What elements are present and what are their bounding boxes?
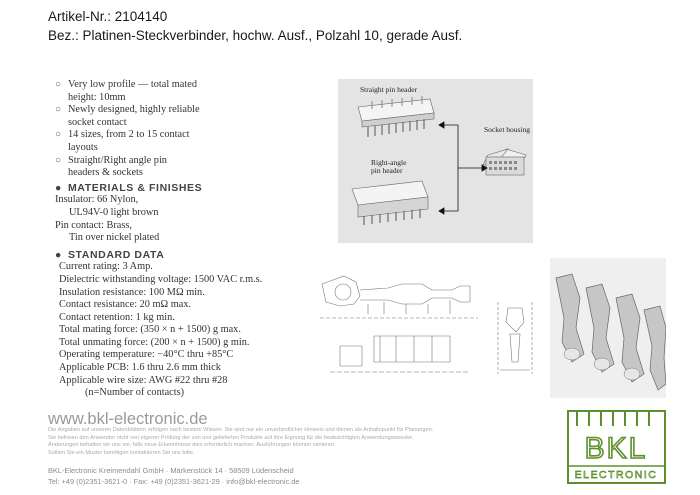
bkl-logo — [567, 410, 666, 484]
socket-housing-label: Socket housing — [484, 125, 531, 134]
disclaimer-line: Änderungen behalten wir uns vor, falls neue Erkenntnisse dies erforderlich machen. Ausführungen können variieren. — [48, 442, 336, 448]
feature-list — [55, 79, 290, 180]
spec-text-block — [55, 79, 290, 400]
company-contact[interactable]: Tel: +49 (0)2351-3621-0 · Fax: +49 (0)2351-3621-29 · info@bkl-electronic.de — [48, 477, 300, 486]
crimp-contacts-photo — [550, 258, 666, 398]
standard-data-line: Contact retention: 1 kg min. — [59, 311, 175, 323]
feature-item — [55, 79, 290, 104]
standard-data-line: Total unmating force: (200 × n + 1500) g min. — [59, 336, 250, 348]
straight-pin-header-image — [358, 96, 434, 137]
circle-bullet-icon: ○ — [55, 154, 62, 166]
connector-photo — [338, 79, 533, 243]
material-line: Tin over nickel plated — [69, 232, 160, 244]
material-line: Insulator: 66 Nylon, — [55, 194, 139, 206]
circle-bullet-icon: ○ — [55, 104, 62, 116]
standard-data-list — [55, 261, 290, 400]
standard-data-line: Applicable wire size: AWG #22 thru #28 — [59, 374, 228, 386]
feature-item — [55, 129, 290, 154]
material-line: UL94V-0 light brown — [69, 206, 159, 218]
standard-data-line: Current rating: 3 Amp. — [59, 261, 153, 273]
article-number: Artikel-Nr.: 2104140 — [48, 9, 168, 24]
standard-data-line: Insulation resistance: 100 MΩ min. — [59, 286, 205, 298]
disclaimer-line: Sie befreien den Anwender nicht von eigener Prüfung der von uns gelieferten Produkte auf ihre Eignung für die beabsichtigten Anwendungszwecke. — [48, 434, 414, 441]
feature-line: height: 10mm — [68, 91, 126, 103]
feature-line: layouts — [68, 141, 98, 153]
bullet-icon: ● — [55, 181, 62, 194]
feature-line: headers & sockets — [68, 167, 143, 179]
disclaimer-line: Die Angaben auf unseren Datenblättern erfolgen nach bestem Wissen. Sie sind nur ein unverbindlicher Hinweis und dienen als Anhaltspunkt für Planungen. — [48, 427, 434, 433]
disclaimer-line: Sollten Sie ein Muster benötigen kontaktieren Sie uns bitte. — [48, 449, 195, 456]
feature-line: 14 sizes, from 2 to 15 contact — [68, 129, 190, 141]
technical-drawing — [310, 262, 552, 390]
company-address: BKL-Electronic Kreimendahl GmbH · Märkenstück 14 · 58509 Lüdenscheid — [48, 466, 294, 475]
connection-arrows — [439, 122, 487, 214]
product-description: Bez.: Platinen-Steckverbinder, hochw. Ausf., Polzahl 10, gerade Ausf. — [48, 28, 463, 43]
disclaimer — [48, 427, 433, 457]
feature-line: Straight/Right angle pin — [68, 154, 167, 166]
material-line: Pin contact: Brass, — [55, 219, 132, 231]
circle-bullet-icon: ○ — [55, 129, 62, 141]
feature-line: Newly designed, highly reliable — [68, 104, 200, 116]
right-angle-pin-header-image — [352, 181, 428, 225]
feature-line: Very low profile — total mated — [68, 79, 197, 90]
standard-data-line: Operating temperature: −40°C thru +85°C — [59, 349, 234, 361]
logo-sub: ELECTRONIC — [574, 469, 658, 481]
feature-item — [55, 104, 290, 129]
logo-brand: BKL — [584, 432, 648, 465]
circle-bullet-icon: ○ — [55, 79, 62, 90]
standard-data-line: Contact resistance: 20 mΩ max. — [59, 299, 192, 311]
standard-data-line: (n=Number of contacts) — [85, 387, 185, 399]
standard-data-line: Applicable PCB: 1.6 thru 2.6 mm thick — [59, 362, 221, 374]
website-url[interactable]: www.bkl-electronic.de — [48, 410, 208, 428]
feature-line: socket contact — [68, 116, 127, 128]
standard-data-heading: ● STANDARD DATA — [55, 248, 165, 261]
socket-housing-image — [483, 149, 526, 175]
connector-illustration — [338, 79, 533, 243]
materials-list — [55, 194, 290, 244]
standard-data-line: Dielectric withstanding voltage: 1500 VAC r.m.s. — [59, 273, 263, 285]
materials-heading: ● MATERIALS & FINISHES — [55, 181, 203, 194]
straight-pin-header-label: Straight pin header — [360, 85, 418, 94]
crimp-contact-illustration — [550, 258, 666, 398]
bullet-icon: ● — [55, 248, 62, 261]
right-angle-label-line1: Right-angle — [371, 158, 407, 167]
standard-data-line: Total mating force: (350 × n + 1500) g max. — [59, 324, 241, 336]
bkl-logo-mark — [569, 412, 664, 482]
right-angle-label-line2: pin header — [371, 166, 403, 175]
feature-item — [55, 155, 290, 180]
